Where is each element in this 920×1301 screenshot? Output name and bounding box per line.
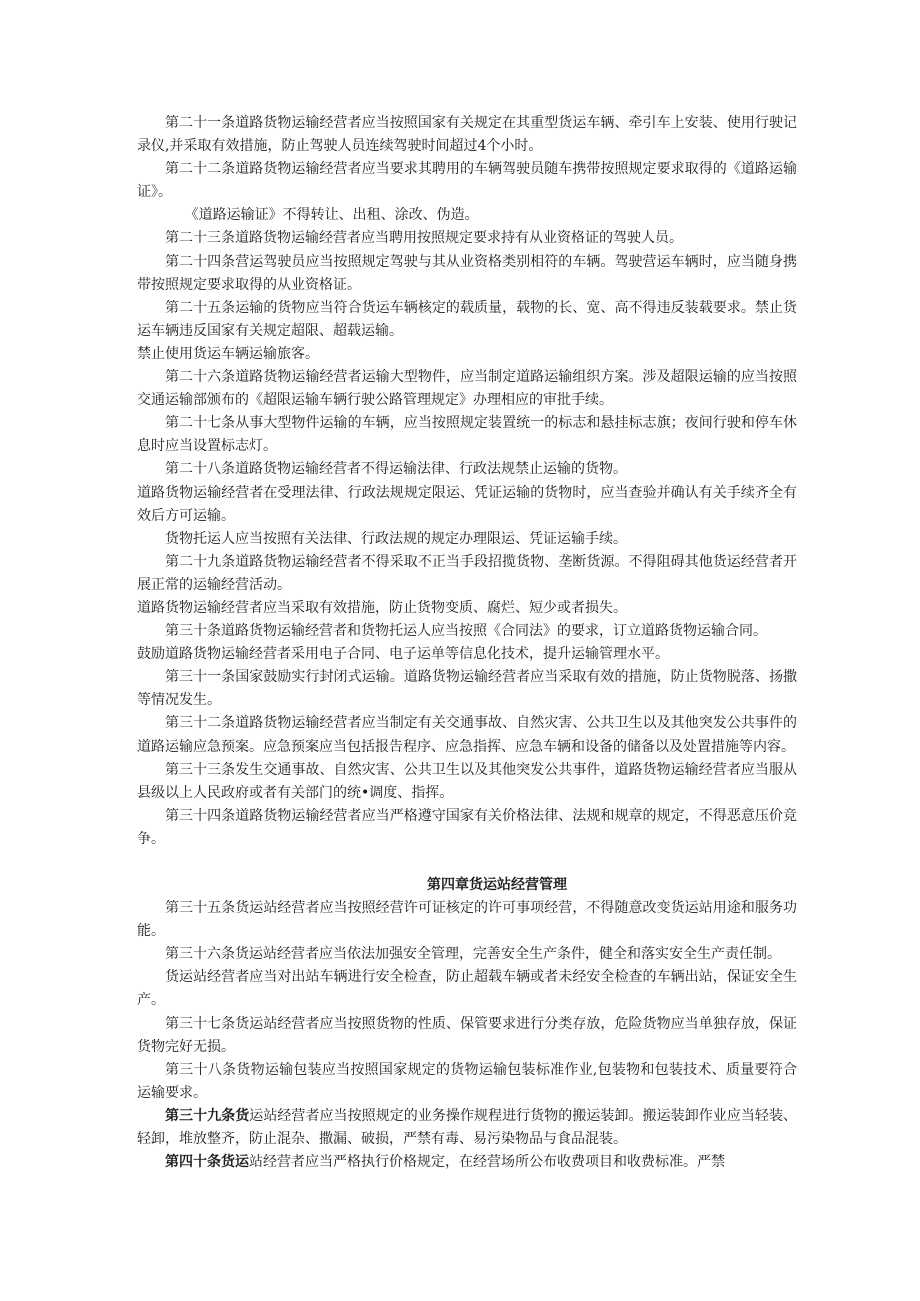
paragraph-text: 禁止使用货运车辆运输旅客。 bbox=[137, 345, 319, 362]
article-paragraph bbox=[137, 966, 797, 1012]
article-paragraph bbox=[137, 366, 797, 412]
paragraph-text: 第二十五条运输的货物应当符合货运车辆核定的载质量，载物的长、宽、高不得违反装载要求。禁止货运车辆违反国家有关规定超限、超载运输。 bbox=[137, 299, 797, 339]
article-paragraph bbox=[137, 458, 797, 481]
article-paragraph bbox=[137, 482, 797, 528]
article-paragraph bbox=[137, 112, 797, 158]
article-paragraph bbox=[137, 412, 797, 458]
article-paragraph bbox=[137, 343, 797, 366]
article-paragraph bbox=[137, 666, 797, 712]
article-paragraph bbox=[137, 1151, 797, 1174]
paragraph-text: 第二十六条道路货物运输经营者运输大型物件，应当制定道路运输组织方案。涉及超限运输的应当按照交通运输部颁布的《超限运输车辆行驶公路管理规定》办理相应的审批手续。 bbox=[137, 369, 797, 409]
article-paragraph bbox=[137, 759, 797, 805]
paragraph-text: 第三十五条货运站经营者应当按照经营许可证核定的许可事项经营，不得随意改变货运站用途和服务功能。 bbox=[137, 900, 797, 940]
article-paragraph bbox=[137, 712, 797, 758]
section-spacer bbox=[137, 851, 797, 874]
paragraph-text: 第三十条道路货物运输经营者和货物托运人应当按照《合同法》的要求，订立道路货物运输合同。 bbox=[165, 623, 767, 640]
article-paragraph bbox=[137, 1013, 797, 1059]
paragraph-text: 第二十七条从事大型物件运输的车辆，应当按照规定装置统一的标志和悬挂标志旗；夜间行驶和停车休息时应当设置标志灯。 bbox=[137, 415, 797, 455]
article-paragraph bbox=[137, 897, 797, 943]
article-paragraph bbox=[137, 251, 797, 297]
paragraph-text: 第三十七条货运站经营者应当按照货物的性质、保管要求进行分类存放，危险货物应当单独存放，保证货物完好无损。 bbox=[137, 1015, 797, 1055]
paragraph-text: 货物托运人应当按照有关法律、行政法规的规定办理限运、凭证运输手续。 bbox=[165, 530, 627, 547]
article-paragraph bbox=[137, 620, 797, 643]
paragraph-text: 第二十八条道路货物运输经营者不得运输法律、行政法规禁止运输的货物。 bbox=[165, 461, 627, 478]
article-paragraph bbox=[137, 204, 797, 227]
paragraph-text: 第二十四条营运驾驶员应当按照规定驾驶与其从业资格类别相符的车辆。驾驶营运车辆时，应当随身携带按照规定要求取得的从业资格证。 bbox=[137, 253, 797, 293]
article-paragraph bbox=[137, 805, 797, 851]
paragraph-text: 第三十四条道路货物运输经营者应当严格遵守国家有关价格法律、法规和规章的规定，不得恶意压价竞争。 bbox=[137, 807, 797, 847]
paragraph-text: 货运站经营者应当对出站车辆进行安全检查，防止超载车辆或者未经安全检查的车辆出站，保证安全生产。 bbox=[137, 969, 797, 1009]
article-paragraph bbox=[137, 227, 797, 250]
paragraph-text: 第二十九条道路货物运输经营者不得采取不正当手段招揽货物、垄断货源。不得阻碍其他货运经营者开展正常的运输经营活动。 bbox=[137, 553, 797, 593]
article-paragraph bbox=[137, 1105, 797, 1151]
article-paragraph bbox=[137, 943, 797, 966]
article-paragraph bbox=[137, 643, 797, 666]
paragraph-text: 第三十一条国家鼓励实行封闭式运输。道路货物运输经营者应当采取有效的措施，防止货物脱落、扬撒等情况发生。 bbox=[137, 669, 797, 709]
article-paragraph bbox=[137, 158, 797, 204]
article-paragraph bbox=[137, 1059, 797, 1105]
paragraph-lead-bold: 第三十九条货 bbox=[165, 1107, 250, 1124]
paragraph-text: 站经营者应当严格执行价格规定，在经营场所公布收费项目和收费标准。严禁 bbox=[249, 1154, 725, 1171]
paragraph-text: 鼓励道路货物运输经营者采用电子合同、电子运单等信息化技术，提升运输管理水平。 bbox=[137, 646, 669, 663]
article-list-chapter-three bbox=[137, 112, 797, 851]
article-paragraph bbox=[137, 297, 797, 343]
paragraph-lead-bold: 第四十条货运 bbox=[165, 1154, 249, 1171]
article-paragraph bbox=[137, 528, 797, 551]
article-paragraph bbox=[137, 597, 797, 620]
paragraph-text: 道路货物运输经营者应当采取有效措施，防止货物变质、腐烂、短少或者损失。 bbox=[137, 599, 627, 616]
paragraph-text: 第二十二条道路货物运输经营者应当要求其聘用的车辆驾驶员随车携带按照规定要求取得的《道路运输证》。 bbox=[137, 161, 797, 201]
paragraph-text: 第三十六条货运站经营者应当依法加强安全管理，完善安全生产条件，健全和落实安全生产责任制。 bbox=[165, 946, 781, 963]
paragraph-text: 《道路运输证》不得转让、出租、涂改、伪造。 bbox=[184, 207, 479, 224]
document-page bbox=[137, 112, 797, 1174]
paragraph-text: 第三十八条货物运输包装应当按照国家规定的货物运输包装标准作业,包装物和包装技术、质量要符合运输要求。 bbox=[137, 1061, 797, 1101]
paragraph-text: 第二十三条道路货物运输经营者应当聘用按照规定要求持有从业资格证的驾驶人员。 bbox=[165, 230, 683, 247]
paragraph-text: 道路货物运输经营者在受理法律、行政法规规定限运、凭证运输的货物时，应当查验并确认有关手续齐全有效后方可运输。 bbox=[137, 484, 797, 524]
article-list-chapter-four bbox=[137, 897, 797, 1174]
paragraph-text: 第三十三条发生交通事故、自然灾害、公共卫生以及其他突发公共事件，道路货物运输经营者应当服从县级以上人民政府或者有关部门的统•调度、指挥。 bbox=[137, 761, 797, 801]
article-paragraph bbox=[137, 551, 797, 597]
paragraph-text: 第三十二条道路货物运输经营者应当制定有关交通事故、自然灾害、公共卫生以及其他突发公共事件的道路运输应急预案。应急预案应当包括报告程序、应急指挥、应急车辆和设备的储备以及处置措施等内容。 bbox=[137, 715, 797, 755]
paragraph-text: 第二十一条道路货物运输经营者应当按照国家有关规定在其重型货运车辆、牵引车上安装、使用行驶记录仪,并采取有效措施，防止驾驶人员连续驾驶时间超过4个小时。 bbox=[137, 115, 797, 155]
paragraph-text: 运站经营者应当按照规定的业务操作规程进行货物的搬运装卸。搬运装卸作业应当轻装、轻卸，堆放整齐，防止混杂、撒漏、破损，严禁有毒、易污染物品与食品混装。 bbox=[137, 1107, 798, 1148]
chapter-heading: 第四章货运站经营管理 bbox=[427, 877, 567, 893]
